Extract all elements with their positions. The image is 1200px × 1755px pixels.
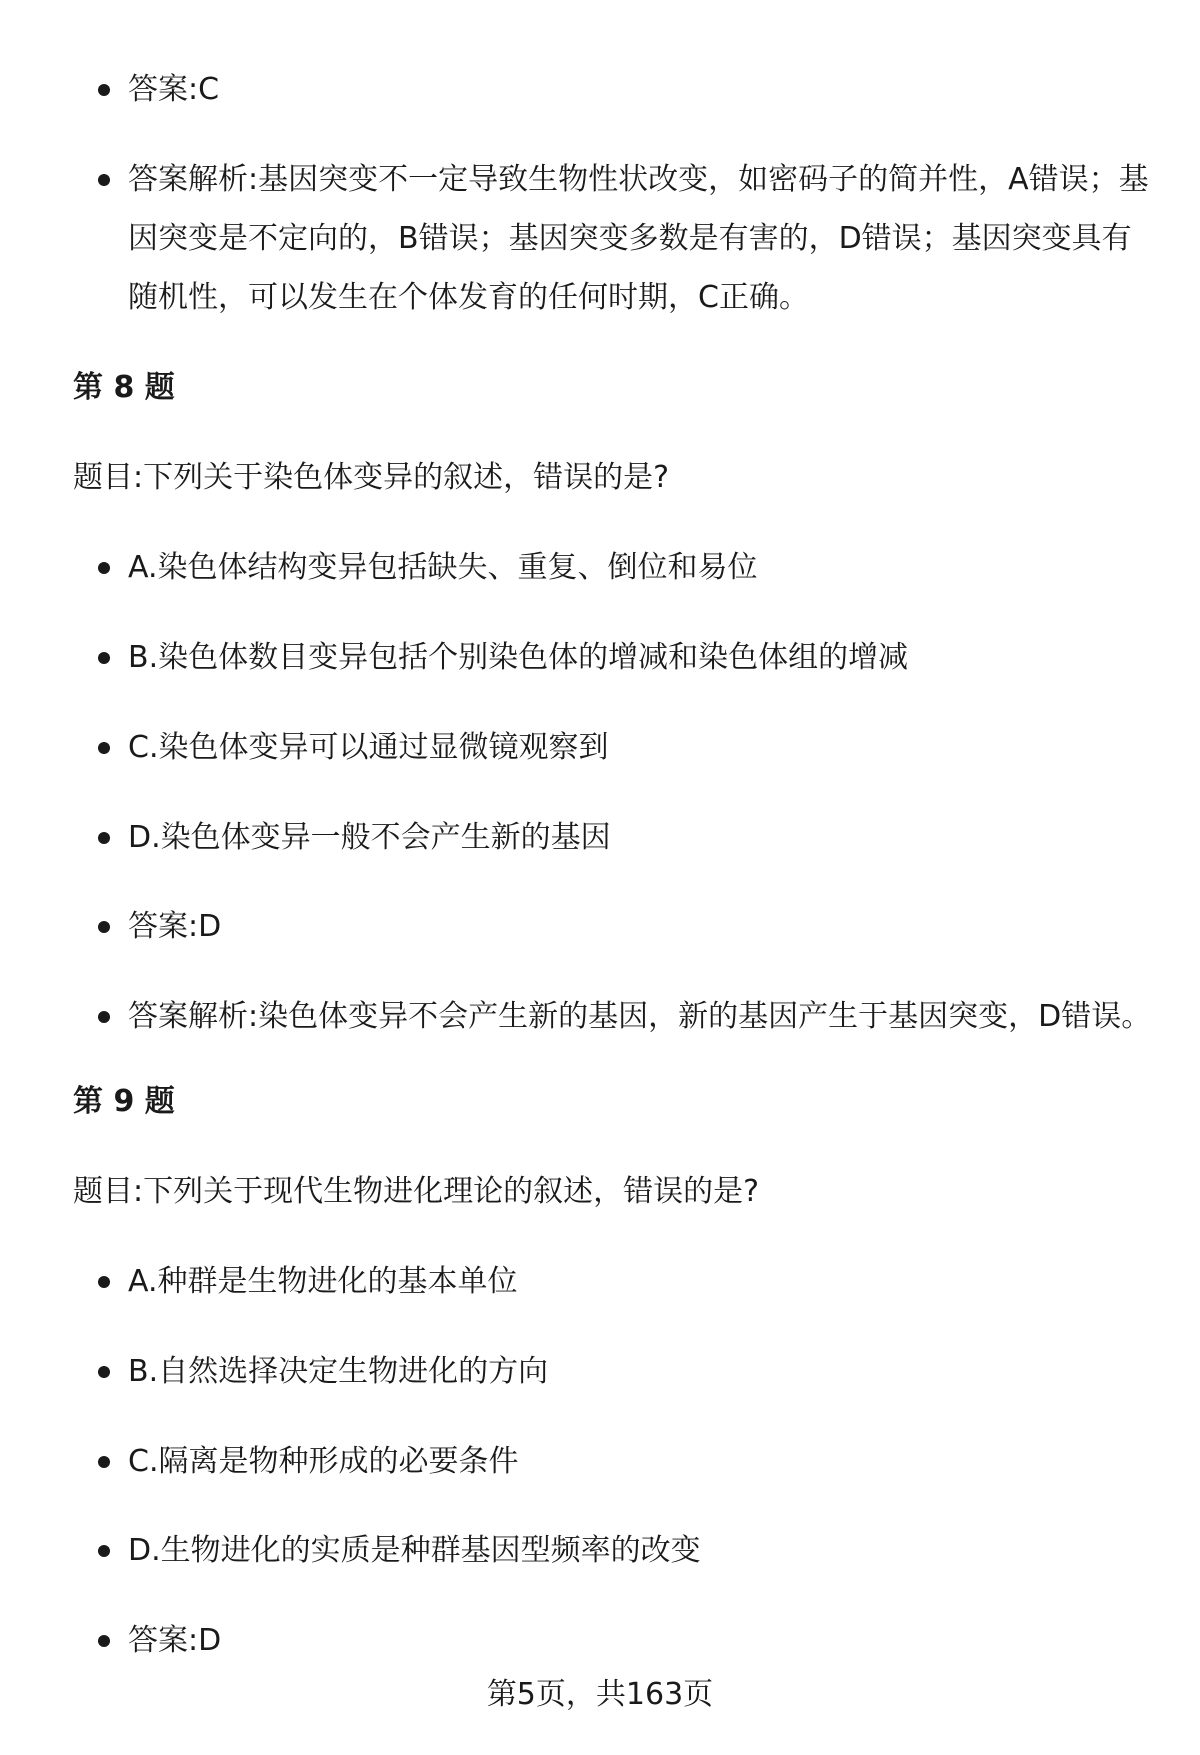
question-8-option-a: A.染色体结构变异包括缺失、重复、倒位和易位	[128, 538, 1158, 597]
question-8-heading: 第 8 题	[73, 370, 175, 405]
question-9-heading: 第 9 题	[73, 1084, 175, 1119]
question-8-option-b: B.染色体数目变异包括个别染色体的增减和染色体组的增减	[128, 628, 1158, 687]
explanation-prev: 答案解析:基因突变不一定导致生物性状改变，如密码子的简并性，A错误；基因突变是不定向的，B错误；基因突变多数是有害的，D错误；基因突变具有随机性，可以发生在个体发育的任何时期，C正确。	[128, 150, 1158, 327]
question-8-answer: 答案:D	[128, 897, 1158, 956]
question-9-option-c: C.隔离是物种形成的必要条件	[128, 1432, 1158, 1491]
question-8-option-c: C.染色体变异可以通过显微镜观察到	[128, 718, 1158, 777]
question-9-option-d: D.生物进化的实质是种群基因型频率的改变	[128, 1521, 1158, 1580]
question-9-text: 题目:下列关于现代生物进化理论的叙述，错误的是?	[73, 1174, 760, 1209]
question-9-option-b: B.自然选择决定生物进化的方向	[128, 1342, 1158, 1401]
question-8-text: 题目:下列关于染色体变异的叙述，错误的是?	[73, 460, 670, 495]
question-8-option-d: D.染色体变异一般不会产生新的基因	[128, 808, 1158, 867]
question-8-explanation: 答案解析:染色体变异不会产生新的基因，新的基因产生于基因突变，D错误。	[128, 987, 1158, 1046]
answer-prev: 答案:C	[128, 60, 1158, 119]
question-9-option-a: A.种群是生物进化的基本单位	[128, 1252, 1158, 1311]
page-number: 第5页，共163页	[486, 1677, 714, 1712]
question-9-answer: 答案:D	[128, 1611, 1158, 1670]
